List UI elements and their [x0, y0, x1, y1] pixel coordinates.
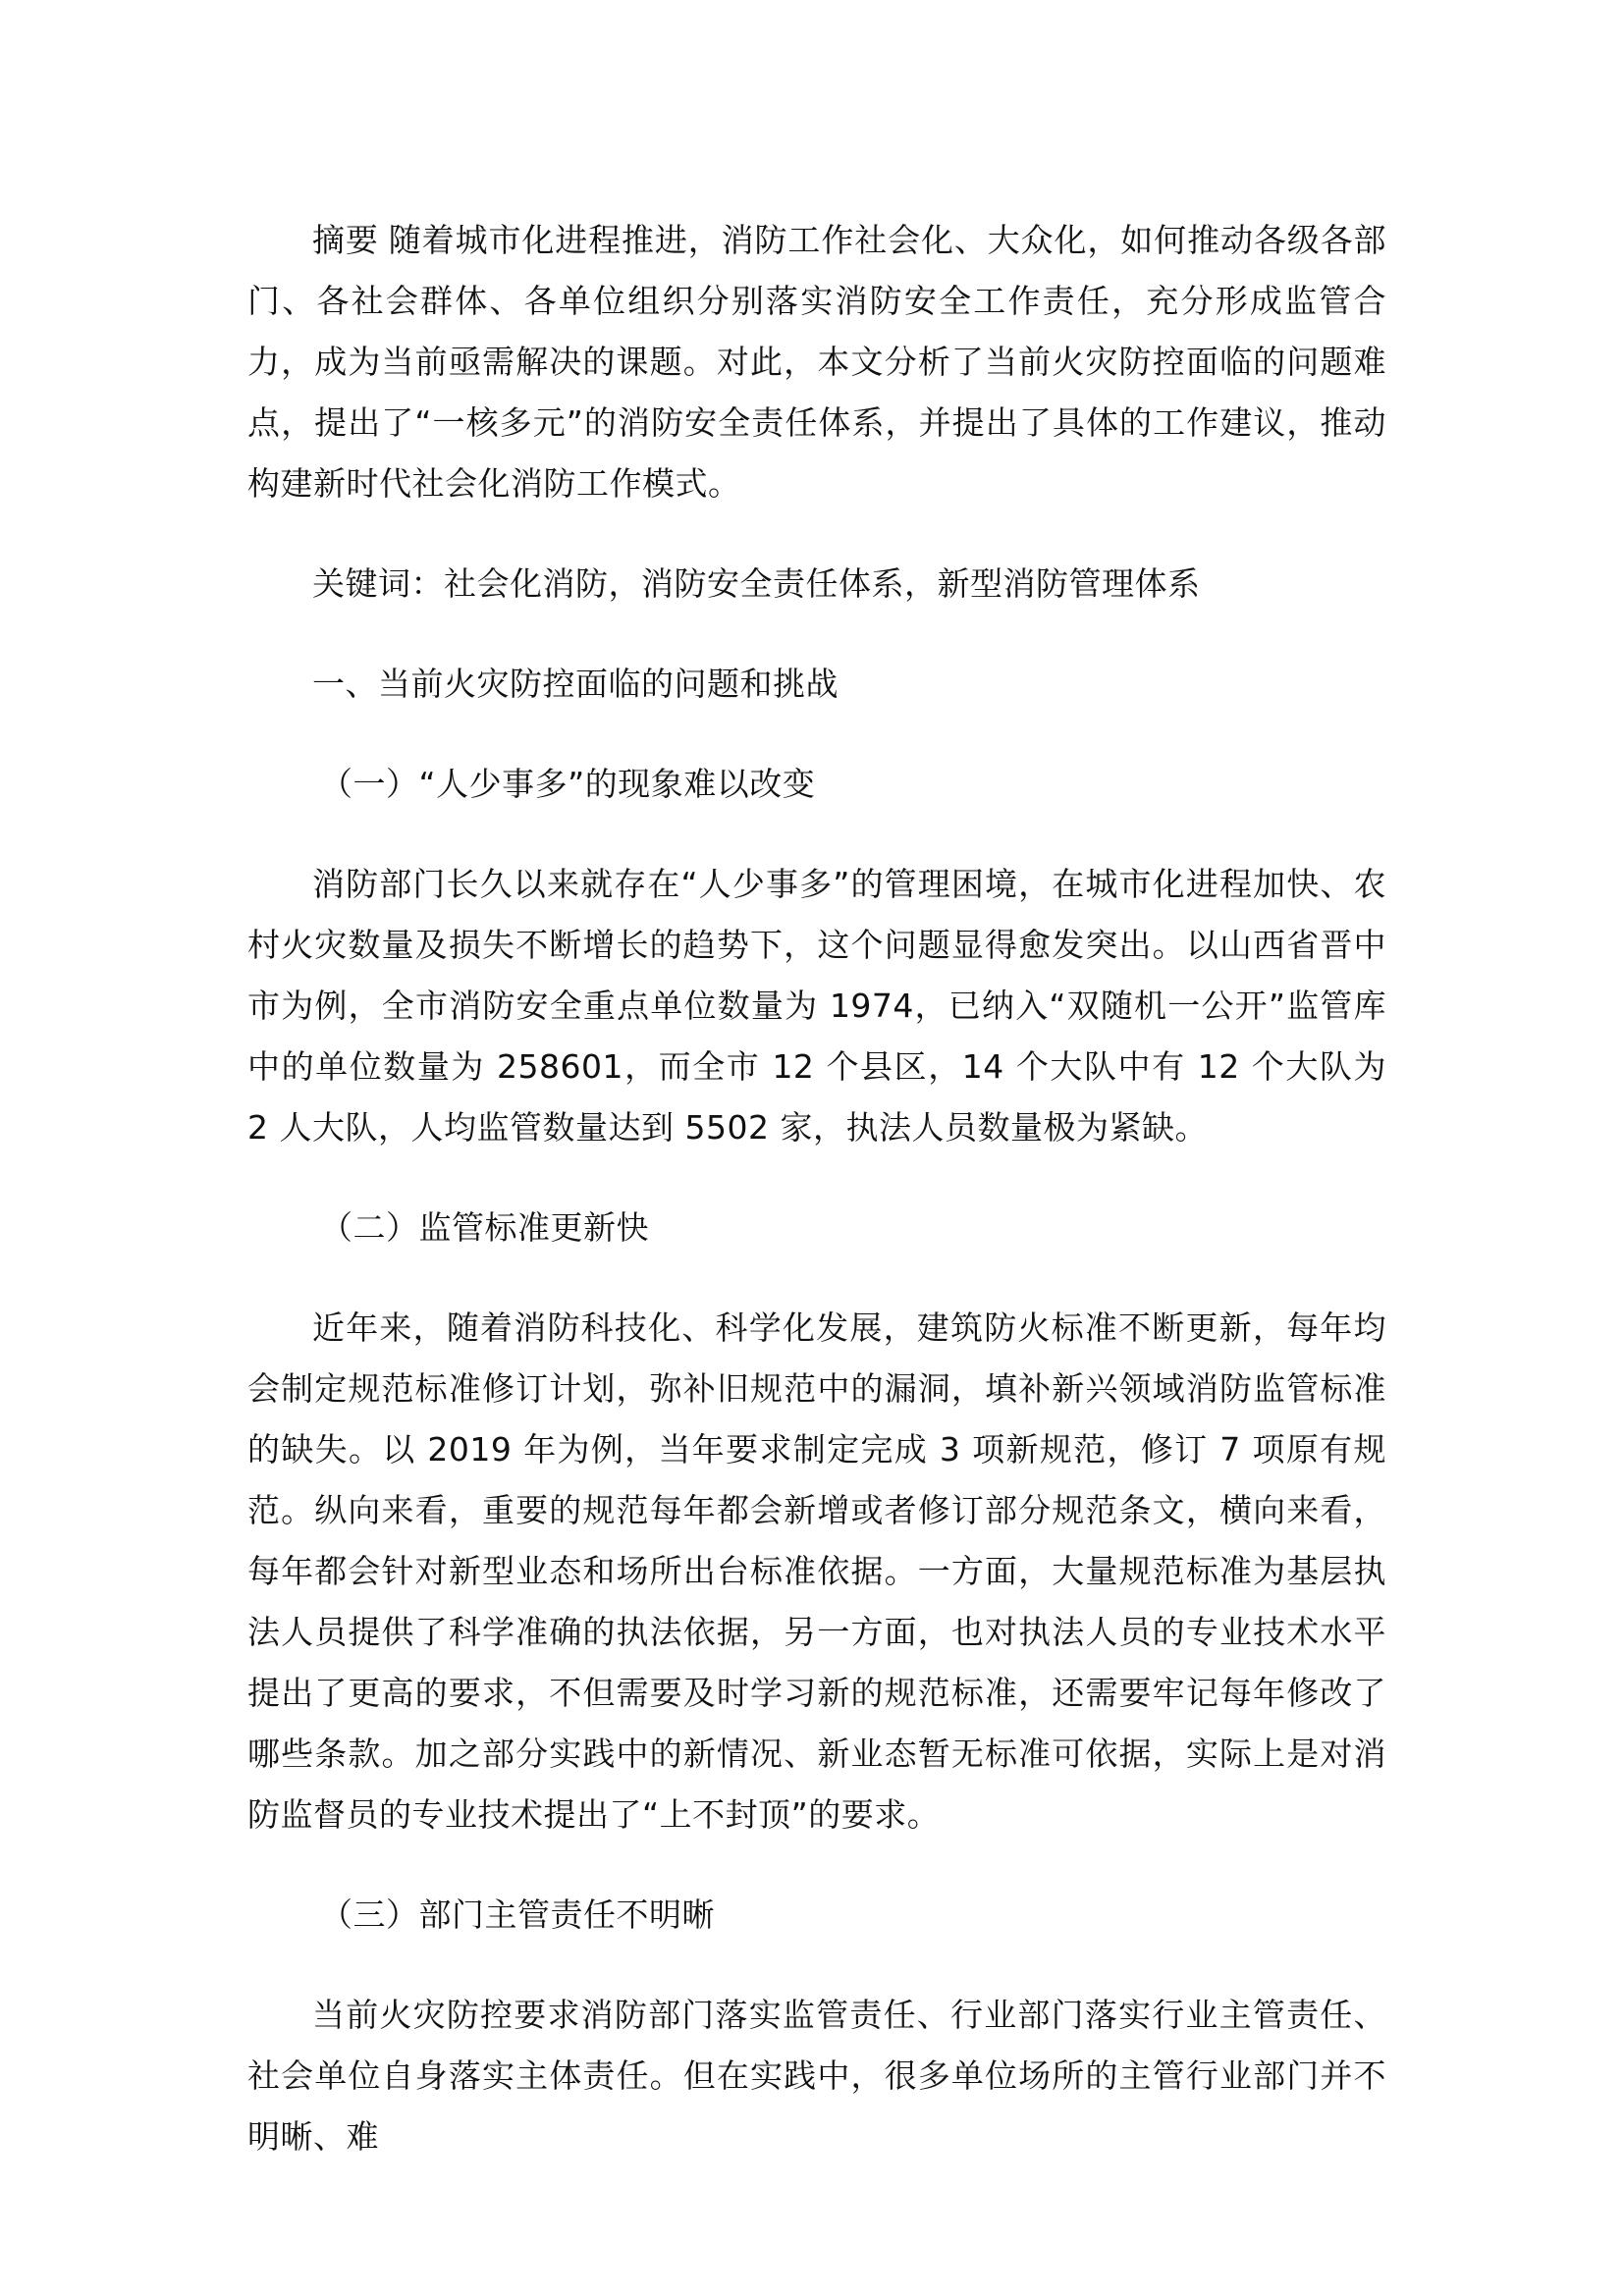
subsection-heading-3: （三）部门主管责任不明晰: [320, 1896, 715, 1934]
document-page: [247, 210, 1386, 2207]
subsection-heading-2: （二）监管标准更新快: [320, 1208, 649, 1247]
subsection-body-3: 当前火灾防控要求消防部门落实监管责任、行业部门落实行业主管责任、社会单位自身落实主体责任。但在实践中，很多单位场所的主管行业部门并不明晰、难: [247, 1996, 1386, 2156]
subsection-body-1: 消防部门长久以来就存在“人少事多”的管理困境，在城市化进程加快、农村火灾数量及损失不断增长的趋势下，这个问题显得愈发突出。以山西省晋中市为例，全市消防安全重点单位数量为 1974，已纳入“双随机一公开”监管库中的单位数量为 258601，而全市 12 个县区，14 个大队中有 12 个大队为 2 人大队，人均监管数量达到 5502 家，执法人员数量极为紧缺。: [247, 865, 1386, 1147]
abstract-label: 摘要: [312, 221, 379, 259]
section-heading: 一、当前火灾防控面临的问题和挑战: [312, 665, 839, 703]
keywords-line: 关键词：社会化消防，消防安全责任体系，新型消防管理体系: [312, 564, 1201, 603]
abstract-paragraph: [247, 210, 1386, 514]
subsection-body-2: 近年来，随着消防科技化、科学化发展，建筑防火标准不断更新，每年均会制定规范标准修订计划，弥补旧规范中的漏洞，填补新兴领域消防监管标准的缺失。以 2019 年为例，当年要求制定完成 3 项新规范，修订 7 项原有规范。纵向来看，重要的规范每年都会新增或者修订部分规范条文，横向来看，每年都会针对新型业态和场所出台标准依据。一方面，大量规范标准为基层执法人员提供了科学准确的执法依据，另一方面，也对执法人员的专业技术水平提出了更高的要求，不但需要及时学习新的规范标准，还需要牢记每年修改了哪些条款。加之部分实践中的新情况、新业态暂无标准可依据，实际上是对消防监督员的专业技术提出了“上不封顶”的要求。: [247, 1308, 1386, 1834]
abstract-text: 随着城市化进程推进，消防工作社会化、大众化，如何推动各级各部门、各社会群体、各单位组织分别落实消防安全工作责任，充分形成监管合力，成为当前亟需解决的课题。对此，本文分析了当前火灾防控面临的问题难点，提出了“一核多元”的消防安全责任体系，并提出了具体的工作建议，推动构建新时代社会化消防工作模式。: [247, 221, 1387, 503]
subsection-heading-1: （一）“人少事多”的现象难以改变: [320, 765, 816, 803]
